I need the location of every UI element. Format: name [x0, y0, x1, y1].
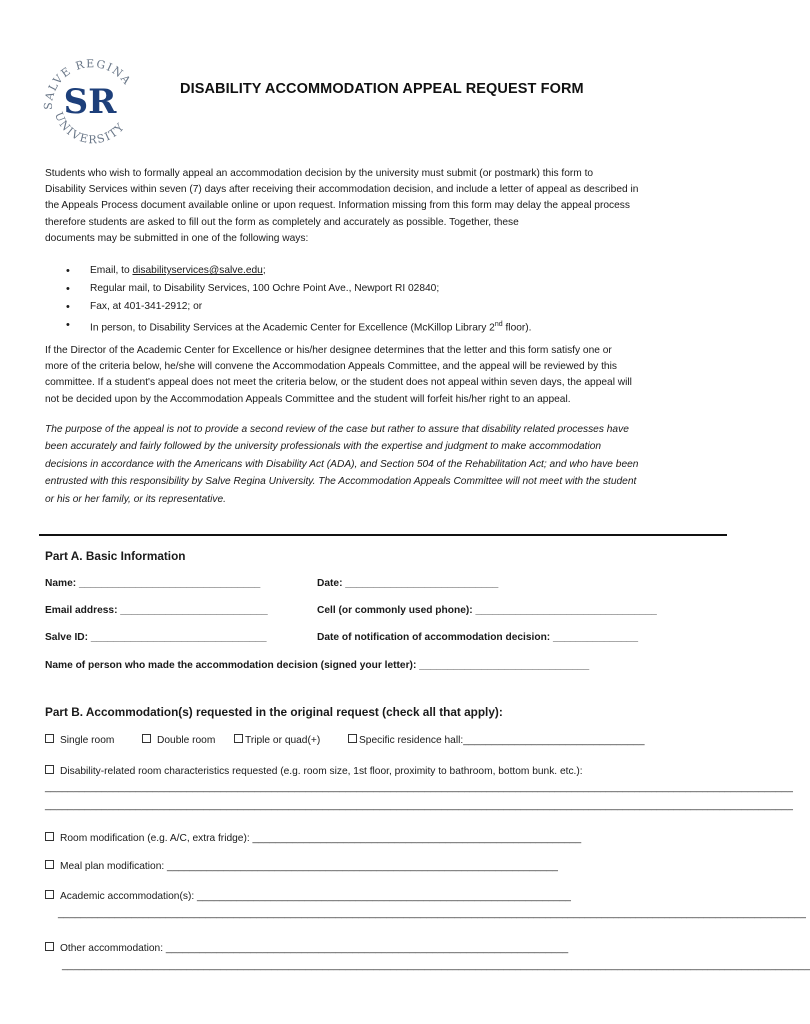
purpose-line: decisions in accordance with the Americans with Disability Act (ADA), and Section 504 of the Rehabilitation Act; and who have been	[45, 458, 639, 470]
form-title: DISABILITY ACCOMMODATION APPEAL REQUEST FORM	[180, 81, 584, 97]
checkbox-icon[interactable]	[45, 942, 54, 951]
submission-email: • Email, to disabilityservices@salve.edu;	[45, 262, 532, 280]
director-paragraph	[45, 343, 735, 408]
email-address-field[interactable]: Email address: __________________________	[45, 605, 268, 616]
intro-line: Disability Services within seven (7) days after receiving their accommodation decision, and include a letter of appeal as described in	[45, 184, 639, 196]
salve-id-field[interactable]: Salve ID: _______________________________	[45, 632, 267, 643]
academic-accommodation-line[interactable]: ____________________________________________________________________________________________________________________________________	[58, 908, 806, 919]
purpose-line: been accurately and fairly followed by the university professionals with the expertise and judgment to make accommodation	[45, 441, 602, 453]
other-accommodation-option[interactable]: Other accommodation: _______________________________________________________________________	[45, 942, 568, 954]
section-divider	[39, 534, 727, 536]
director-line: If the Director of the Academic Center for Excellence or his/her designee determines that the letter and this form satisfy one or	[45, 345, 612, 356]
checkbox-icon[interactable]	[45, 765, 54, 774]
phone-field[interactable]: Cell (or commonly used phone): ________________________________	[317, 605, 657, 616]
room-characteristics-line[interactable]: ____________________________________________________________________________________________________________________________________	[45, 782, 793, 793]
other-accommodation-line[interactable]: ____________________________________________________________________________________________________________________________________	[62, 960, 810, 971]
triple-quad-option[interactable]: Triple or quad(+)	[234, 734, 320, 746]
intro-line: the Appeals Process document available online or upon request. Information missing from this form may delay the appeal process	[45, 200, 630, 212]
single-room-option[interactable]: Single room	[45, 734, 114, 746]
checkbox-icon[interactable]	[142, 734, 151, 743]
director-line: more of the criteria below, he/she will convene the Accommodation Appeals Committee, and the appeal will be reviewed by this	[45, 361, 617, 373]
decision-maker-field[interactable]: Name of person who made the accommodation decision (signed your letter): ______________________________	[45, 660, 590, 671]
submission-in-person: • In person, to Disability Services at the Academic Center for Excellence (McKillop Library 2nd floor).	[45, 316, 532, 334]
director-line: not be decided upon by the Accommodation Appeals Committee and the student will forfeit his/her right to an appeal.	[45, 393, 571, 405]
checkbox-icon[interactable]	[45, 860, 54, 869]
room-modification-option[interactable]: Room modification (e.g. A/C, extra fridge): __________________________________________________________	[45, 832, 581, 844]
meal-plan-option[interactable]: Meal plan modification: _____________________________________________________________________	[45, 860, 558, 872]
purpose-line: The purpose of the appeal is not to provide a second review of the case but rather to assure that disability related processes have	[45, 424, 629, 435]
academic-accommodation-option[interactable]: Academic accommodation(s): __________________________________________________________________	[45, 890, 571, 902]
checkbox-icon[interactable]	[45, 890, 54, 899]
part-b-heading: Part B. Accommodation(s) requested in the original request (check all that apply):	[45, 705, 503, 719]
notification-date-field[interactable]: Date of notification of accommodation decision: _______________	[317, 632, 639, 643]
logo-text-top: SALVE REGINA	[41, 57, 135, 111]
checkbox-icon[interactable]	[234, 734, 243, 743]
purpose-paragraph	[45, 421, 735, 508]
room-characteristics-line[interactable]: ____________________________________________________________________________________________________________________________________	[45, 800, 793, 811]
director-line: committee. If a student's appeal does not meet the criteria below, or the student does not appeal within seven days, the appeal will	[45, 377, 632, 389]
intro-line: therefore students are asked to fill out the form as completely and accurately as possible. Together, these	[45, 216, 519, 228]
purpose-line: entrusted with this responsibility by Salve Regina University. The Accommodation Appeals Committee will not meet with the student	[45, 476, 637, 488]
date-field[interactable]: Date: ___________________________	[317, 578, 499, 589]
logo-monogram: SR	[63, 82, 117, 122]
logo-text-bottom: UNIVERSITY	[51, 110, 128, 147]
intro-paragraph	[45, 166, 735, 247]
checkbox-icon[interactable]	[45, 734, 54, 743]
email-link[interactable]: disabilityservices@salve.edu	[132, 265, 263, 276]
residence-hall-option[interactable]: Specific residence hall:________________________________	[348, 734, 645, 746]
part-a-heading: Part A. Basic Information	[45, 549, 186, 563]
checkbox-icon[interactable]	[45, 832, 54, 841]
name-field[interactable]: Name: ________________________________	[45, 578, 261, 589]
room-characteristics-option[interactable]: Disability-related room characteristics requested (e.g. room size, 1st floor, proximity to bathroom, bottom bunk. etc.):	[45, 765, 583, 777]
submission-mail: • Regular mail, to Disability Services, 100 Ochre Point Ave., Newport RI 02840;	[45, 280, 532, 298]
salve-regina-logo	[40, 50, 140, 150]
double-room-option[interactable]: Double room	[142, 734, 215, 746]
submission-fax: • Fax, at 401-341-2912; or	[45, 298, 532, 316]
intro-line: documents may be submitted in one of the following ways:	[45, 232, 309, 244]
purpose-line: or his or her family, or its representative.	[45, 493, 226, 505]
submission-methods-list	[45, 262, 532, 334]
checkbox-icon[interactable]	[348, 734, 357, 743]
intro-line: Students who wish to formally appeal an accommodation decision by the university must submit (or postmark) this form to	[45, 168, 594, 179]
